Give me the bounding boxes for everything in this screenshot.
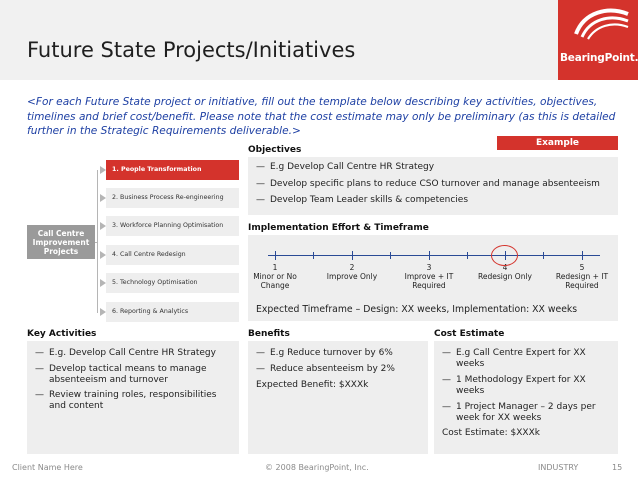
- bullet-text: E.g. Develop Call Centre HR Strategy: [49, 348, 216, 358]
- bullet-text: 1 Project Manager – 2 days per week for XX weeks: [456, 402, 596, 423]
- dash-bullet-icon: —: [442, 348, 451, 358]
- tree-arrow-icon: [100, 194, 106, 202]
- instructions-text: <For each Future State project or initiative, fill out the template below describing key activities, objectives, timelines and brief cost/benefit. Please note that the cost estimate may only be preliminary (as this is detailed further in the Strategic Requirements deliverable.>: [27, 96, 616, 137]
- timeframe-text: Expected Timeframe – Design: XX weeks, Implementation: XX weeks: [256, 304, 578, 315]
- implementation-heading: Implementation Effort & Timeframe: [248, 223, 429, 233]
- bullet-text: 1 Methodology Expert for XX weeks: [456, 375, 586, 396]
- scale-minor-tick: [390, 252, 391, 259]
- footer-client: Client Name Here: [12, 463, 83, 472]
- scale-number: 2: [349, 263, 355, 272]
- tree-item: 5. Technology Optimisation: [106, 273, 239, 293]
- effort-scale-line: [268, 255, 600, 256]
- tree-item: 4. Call Centre Redesign: [106, 245, 239, 265]
- scale-label: Minor or No Change: [253, 272, 297, 290]
- bullet-text: E.g Call Centre Expert for XX weeks: [456, 348, 586, 369]
- dash-bullet-icon: —: [35, 348, 44, 358]
- tree-item: 2. Business Process Re-engineering: [106, 188, 239, 208]
- benefits-heading: Benefits: [248, 329, 290, 339]
- bullet-item: [35, 390, 230, 412]
- cost-estimate-total: Cost Estimate: $XXXk: [442, 428, 540, 438]
- footer-copyright: © 2008 BearingPoint, Inc.: [265, 463, 369, 472]
- scale-tick: [275, 251, 276, 260]
- tree-item: 6. Reporting & Analytics: [106, 302, 239, 322]
- scale-label: Improve + IT Required: [404, 272, 454, 290]
- dash-bullet-icon: —: [35, 364, 44, 374]
- dash-bullet-icon: —: [442, 375, 451, 385]
- tree-arrow-icon: [100, 279, 106, 287]
- dash-bullet-icon: —: [256, 162, 265, 172]
- bullet-item: [442, 348, 612, 370]
- scale-label: Redesign Only: [478, 272, 532, 281]
- scale-number: 5: [579, 263, 585, 272]
- dash-bullet-icon: —: [442, 402, 451, 412]
- expected-benefit: Expected Benefit: $XXXk: [256, 380, 369, 390]
- scale-label: Redesign + IT Required: [555, 272, 609, 290]
- bullet-text: Reduce absenteeism by 2%: [270, 364, 395, 374]
- tree-connector-spine: [97, 170, 98, 313]
- bullet-item: [256, 162, 611, 173]
- footer-industry: INDUSTRY: [538, 463, 579, 472]
- tree-arrow-icon: [100, 166, 106, 174]
- bullet-item: [442, 402, 612, 424]
- key-activities-heading: Key Activities: [27, 329, 97, 339]
- dash-bullet-icon: —: [256, 364, 265, 374]
- scale-tick: [352, 251, 353, 260]
- logo-wordmark: BearingPoint.: [560, 52, 638, 64]
- bullet-text: E.g Develop Call Centre HR Strategy: [270, 162, 435, 172]
- scale-tick: [582, 251, 583, 260]
- footer-page-number: 15: [612, 463, 623, 472]
- bullet-text: Develop tactical means to manage absenteeism and turnover: [49, 364, 207, 385]
- scale-number: 4: [502, 263, 508, 272]
- page-title: Future State Projects/Initiatives: [27, 38, 356, 62]
- bullet-item: [35, 348, 230, 359]
- dash-bullet-icon: —: [256, 195, 265, 205]
- brand-logo: [558, 0, 638, 80]
- tree-arrow-icon: [100, 251, 106, 259]
- bullet-item: [256, 179, 611, 190]
- dash-bullet-icon: —: [256, 179, 265, 189]
- scale-number: 3: [426, 263, 432, 272]
- tree-item: 3. Workforce Planning Optimisation: [106, 216, 239, 236]
- bullet-item: [35, 364, 230, 386]
- scale-number: 1: [272, 263, 278, 272]
- bearingpoint-swirl-logo-icon: [558, 4, 638, 40]
- scale-minor-tick: [313, 252, 314, 259]
- cost-heading: Cost Estimate: [434, 329, 505, 339]
- tree-arrow-icon: [100, 222, 106, 230]
- bullet-text: Develop specific plans to reduce CSO turnover and manage absenteeism: [270, 179, 600, 189]
- example-badge: Example: [497, 136, 618, 150]
- bullet-item: [256, 348, 421, 359]
- tree-arrow-icon: [100, 308, 106, 316]
- scale-minor-tick: [543, 252, 544, 259]
- dash-bullet-icon: —: [35, 390, 44, 400]
- bullet-item: [442, 375, 612, 397]
- objectives-heading: Objectives: [248, 145, 302, 155]
- bullet-item: [256, 195, 611, 206]
- tree-root-node: Call Centre Improvement Projects: [27, 225, 95, 259]
- bullet-text: Develop Team Leader skills & competencies: [270, 195, 469, 205]
- selected-effort-marker: [491, 245, 518, 266]
- dash-bullet-icon: —: [256, 348, 265, 358]
- bullet-item: [256, 364, 421, 375]
- bullet-text: Review training roles, responsibilities and content: [49, 390, 217, 411]
- scale-tick: [429, 251, 430, 260]
- bullet-text: E.g Reduce turnover by 6%: [270, 348, 393, 358]
- tree-item: 1. People Transformation: [106, 160, 239, 180]
- scale-minor-tick: [467, 252, 468, 259]
- scale-label: Improve Only: [326, 272, 378, 281]
